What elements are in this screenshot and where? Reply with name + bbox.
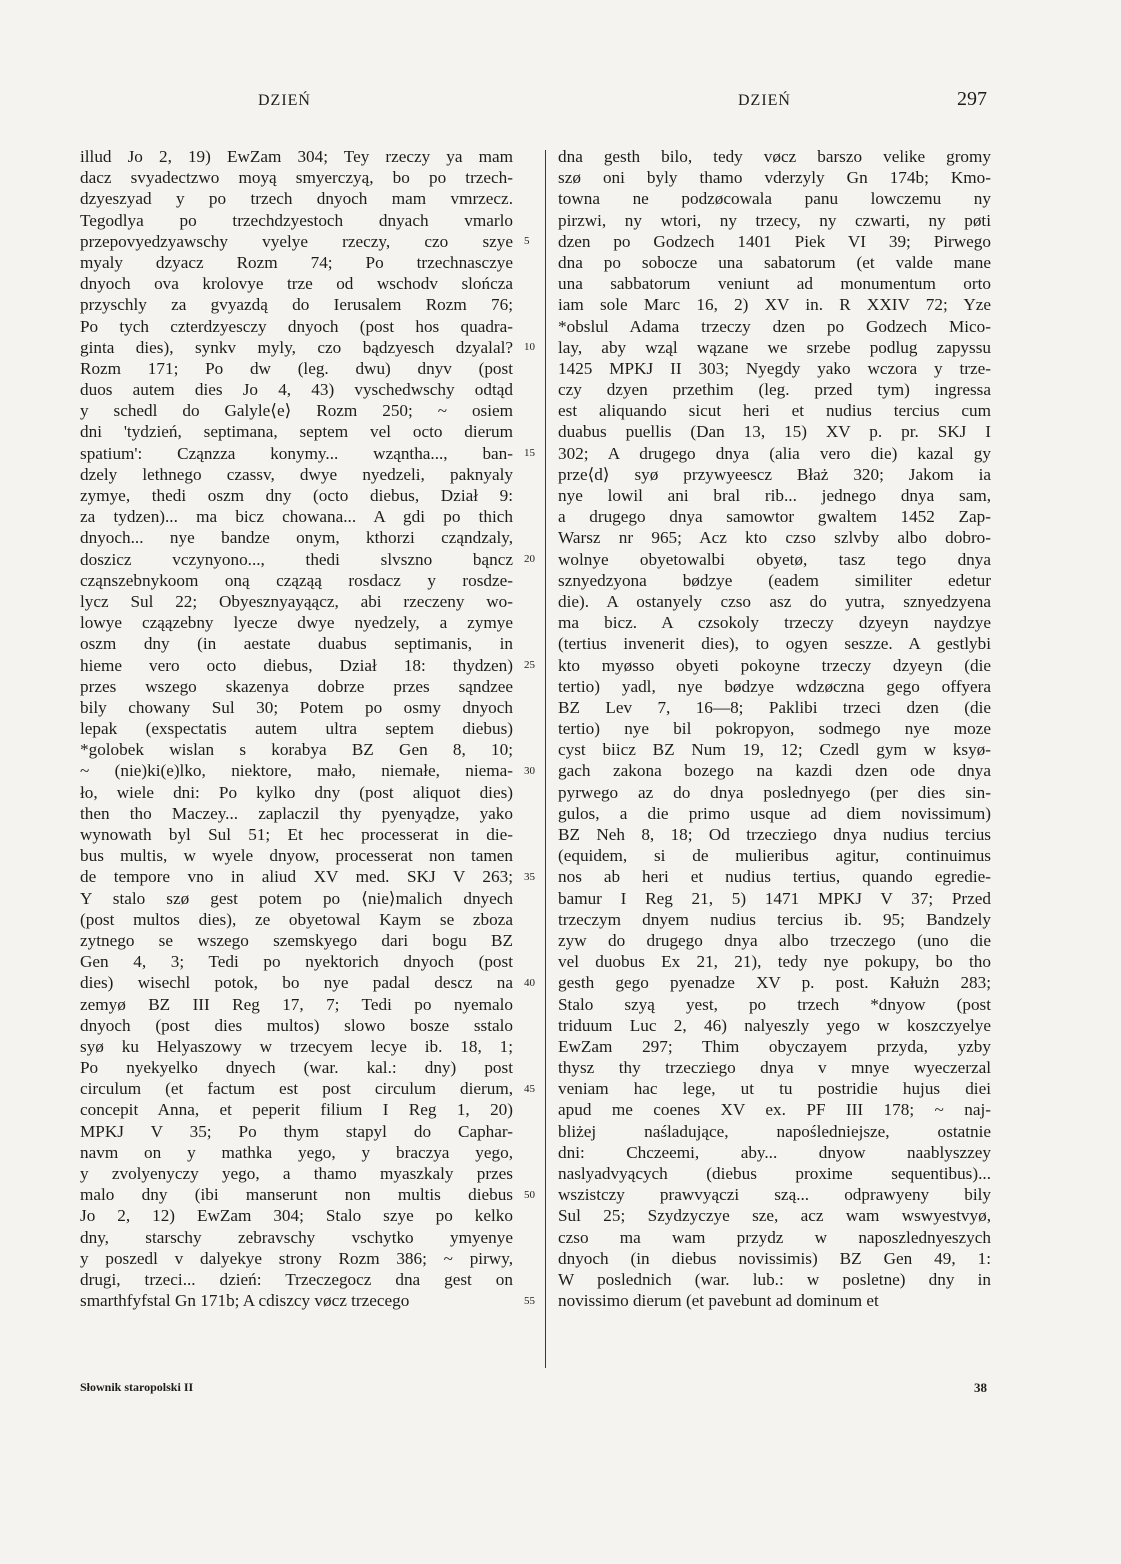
text-line: EwZam 297; Thim obyczayem przyda, yzby <box>558 1036 991 1056</box>
text-line: die). A ostanyely czso asz do yutra, sznyedzyena <box>558 591 991 611</box>
text-line: zytnego se wszego szemskyego dari bogu BZ <box>80 930 513 950</box>
text-line: zemyø BZ III Reg 17, 7; Tedi po nyemalo <box>80 994 513 1014</box>
text-line: 1425 MPKJ II 303; Nyegdy yako wczora y trze- <box>558 358 991 378</box>
text-line: wszistczy prawvyączi szą... odprawyeny bily <box>558 1185 991 1205</box>
line-number: 40 <box>524 976 535 989</box>
left-text-column <box>80 146 513 1311</box>
text-line: Jo 2, 12) EwZam 304; Stalo szye po kelko <box>80 1206 513 1226</box>
text-line: syø ku Helyaszowy w trzecyem lecye ib. 18, 1; <box>80 1036 513 1056</box>
column-divider <box>545 150 546 1368</box>
line-number: 25 <box>524 658 535 671</box>
text-line: zyw do drugego dnya albo trzeczego (uno die <box>558 930 991 950</box>
text-line: Sul 25; Szydzyczye sze, acz wam wswyestvyø, <box>558 1206 991 1226</box>
text-line: then tho Maczey... zaplaczil thy pyenyądze, yako <box>80 803 513 823</box>
text-line: cząnszebnykoom oną cząząą rosdacz y rosdze- <box>80 570 513 590</box>
text-line: iam sole Marc 16, 2) XV in. R XXIV 72; Yze <box>558 295 991 315</box>
header-right-word: DZIEŃ <box>738 92 791 109</box>
text-line: szø oni byly thamo vderzyly Gn 174b; Kmo- <box>558 168 991 188</box>
text-line: novissimo dierum (et pavebunt ad dominum et <box>558 1291 879 1311</box>
text-line: concepit Anna, et peperit filium I Reg 1, 20) <box>80 1100 513 1120</box>
text-line: dni 'tydzień, septimana, septem vel octo dierum <box>80 422 513 442</box>
text-line: doszicz vczynyono..., thedi slvszno bąncz <box>80 549 513 569</box>
line-number: 10 <box>524 340 535 353</box>
text-line: a drugego dnya samowtor gwaltem 1452 Zap- <box>558 507 991 527</box>
text-line: illud Jo 2, 19) EwZam 304; Tey rzeczy ya mam <box>80 147 513 166</box>
text-line: apud me coenes XV ex. PF III 178; ~ naj- <box>558 1100 991 1120</box>
line-number: 20 <box>524 552 535 565</box>
text-line: W poslednich (war. lub.: w posletne) dny in <box>558 1269 991 1289</box>
text-line: bus multis, w wyele dnyow, processerat non tamen <box>80 846 513 866</box>
line-number: 50 <box>524 1188 535 1201</box>
text-line: przyschly za gvyazdą do Ierusalem Rozm 76; <box>80 295 513 315</box>
text-line: przes wszego skazenya dobrze przes sąndzee <box>80 676 513 696</box>
text-line: est aliquando sicut heri et nudius tercius cum <box>558 401 991 421</box>
right-text-column <box>558 146 991 1311</box>
text-line: triduum Luc 2, 46) nalyeszly yego w koszczyelye <box>558 1015 991 1035</box>
text-line: dzely lethnego czassv, dwye nyedzeli, paknyaly <box>80 464 513 484</box>
text-line: circulum (et factum est post circulum dierum, <box>80 1079 513 1099</box>
text-line: de tempore vno in aliud XV med. SKJ V 263; <box>80 867 513 887</box>
text-line: oszm dny (in aestate duabus septimanis, in <box>80 634 513 654</box>
text-line: dzen po Godzech 1401 Piek VI 39; Pirwego <box>558 231 991 251</box>
text-line: Po nyekyelko dnyech (war. kal.: dny) post <box>80 1058 513 1078</box>
text-line: Y stalo szø gest potem po ⟨nie⟩malich dnyech <box>80 888 513 908</box>
text-line: veniam hac lege, ut tu postridie hujus diei <box>558 1079 991 1099</box>
line-number: 30 <box>524 764 535 777</box>
text-line: drugi, trzeci... dzień: Trzeczegocz dna gest on <box>80 1269 513 1289</box>
line-number: 55 <box>524 1294 535 1307</box>
text-line: bliżej naśladujące, napośledniejsze, ostatnie <box>558 1121 991 1141</box>
text-line: tertio) yadl, nye bødzye wdzøczna gego offyera <box>558 676 991 696</box>
text-line: y schedl do Galyle⟨e⟩ Rozm 250; ~ osiem <box>80 401 513 421</box>
text-line: dny, starschy zebravschy vschytko ymyenye <box>80 1227 513 1247</box>
line-number: 15 <box>524 446 535 459</box>
text-line: ło, wiele dni: Po kylko dny (post aliquot dies) <box>80 782 513 802</box>
text-line: y poszedl v dalyekye strony Rozm 386; ~ pirwy, <box>80 1248 513 1268</box>
text-line: ~ (nie)ki(e)lko, niektore, mało, niemałe, niema- <box>80 761 513 781</box>
text-line: Stalo szyą yest, po trzech *dnyow (post <box>558 994 991 1014</box>
text-line: Gen 4, 3; Tedi po nyektorich dnyoch (post <box>80 952 513 972</box>
text-line: bily chowany Sul 30; Potem po osmy dnyoch <box>80 697 513 717</box>
text-line: tertio) nye bil pokropyon, sodmego nye moze <box>558 719 991 739</box>
line-number: 5 <box>524 234 530 247</box>
text-line: BZ Lev 7, 16—8; Paklibi trzeci dzen (die <box>558 697 991 717</box>
text-line: BZ Neh 8, 18; Od trzecziego dnya nudius tercius <box>558 825 991 844</box>
text-line: dnyoch (in diebus novissimis) BZ Gen 49, 1: <box>558 1248 991 1268</box>
text-line: za tydzen)... ma bicz chowana... A gdi po thich <box>80 507 513 527</box>
text-line: *obslul Adama trzeczy dzen po Godzech Mico- <box>558 316 991 336</box>
text-line: czso ma wam przydz w naposzlednyeszych <box>558 1227 991 1247</box>
text-line: Tegodlya po trzechdzyestoch dnyach vmarlo <box>80 210 513 230</box>
text-line: naslyadvyących (diebus proxime sequentibus)... <box>558 1164 991 1183</box>
text-line: dacz svyadectzwo moyą smyerczyą, bo po trzech- <box>80 168 513 188</box>
text-line: MPKJ V 35; Po thym stapyl do Caphar- <box>80 1121 513 1141</box>
text-line: Warsz nr 965; Acz kto czso szlvby albo dobro- <box>558 528 991 548</box>
text-line: dni: Chczeemi, aby... dnyow naablyszzey <box>558 1142 991 1162</box>
line-number: 35 <box>524 870 535 883</box>
text-line: zymye, thedi oszm dny (octo diebus, Dział 9: <box>80 486 513 505</box>
text-line: ma bicz. A czsokoly trzeczy dzyeyn naydzye <box>558 613 991 633</box>
text-line: una sabbatorum veniunt ad monumentum orto <box>558 274 991 294</box>
text-line: lay, aby wząl wązane we srzebe podlug zapyssu <box>558 337 991 357</box>
text-line: 302; A drugego dnya (alia vero die) kazal gy <box>558 443 991 463</box>
text-line: dna gesth bilo, tedy vøcz barszo velike gromy <box>558 147 991 166</box>
text-line: sznyedzyona bødzye (eadem similiter edetur <box>558 570 991 590</box>
text-line: vel duobus Ex 21, 21), tedy nye pokupy, bo tho <box>558 952 991 972</box>
text-line: lycz Sul 22; Obyesznyayąącz, abi rzeczeny wo- <box>80 591 513 611</box>
text-line: dnyoch (post dies multos) slowo bosze sstalo <box>80 1015 513 1035</box>
text-line: (post multos dies), ze obyetowal Kaym se zboza <box>80 909 513 929</box>
line-number: 45 <box>524 1082 535 1095</box>
text-line: myaly dzyacz Rozm 74; Po trzechnasczye <box>80 252 513 272</box>
text-line: przepovyedzyawschy vyelye rzeczy, czo szye <box>80 231 513 251</box>
text-line: bamur I Reg 21, 5) 1471 MPKJ V 37; Przed <box>558 888 991 908</box>
text-line: pirzwi, ny wtori, ny trzecy, ny czwarti, ny pøti <box>558 210 991 230</box>
text-line: trzeczym dnyem nudius tercius ib. 95; Bandzely <box>558 909 991 929</box>
text-line: wynowath byl Sul 51; Et hec processerat in die- <box>80 825 513 844</box>
text-line: gulos, a die primo usque ad diem novissimum) <box>558 803 991 823</box>
text-line: lowye cząązebny lyecze dwye nyedzely, a zymye <box>80 613 513 633</box>
footer-volume-title: Słownik staropolski II <box>80 1380 194 1394</box>
text-line: navm on y mathka yego, y braczya yego, <box>80 1142 513 1162</box>
text-line: prze⟨d⟩ syø przywyeescz Błaż 320; Jakom ia <box>558 464 991 484</box>
text-line: gach zakona bozego na kazdi dzen ode dnya <box>558 761 991 781</box>
header-left-word: DZIEŃ <box>258 92 311 109</box>
text-line: thysz thy trzecziego dnya v mnye wyeczerzal <box>558 1058 991 1078</box>
text-line: y zvolyenyczy yego, a thamo myaszkaly przes <box>80 1164 513 1183</box>
text-line: ginta dies), synkv myly, czo bądzyesch dzyalal? <box>80 337 513 357</box>
text-line: wolnye obyetowalbi obyetø, tasz tego dnya <box>558 549 991 569</box>
text-line: pyrwego az do dnya poslednyego (per dies sin- <box>558 782 991 802</box>
text-line: dna po sobocze una sabatorum (et valde mane <box>558 252 991 272</box>
text-line: gesth gego pyenadze XV p. post. Kałużn 283; <box>558 973 991 993</box>
text-line: duos autem dies Jo 4, 43) vyschedwschy odtąd <box>80 380 513 400</box>
text-line: dnyoch... nye bandze onym, kthorzi cząndzaly, <box>80 528 513 548</box>
text-line: (tertius invenerit dies), to ogyen seszze. A gestlybi <box>558 634 991 654</box>
page-number: 297 <box>957 88 987 110</box>
text-line: smarthfyfstal Gn 171b; A cdiszcy vøcz trzecego <box>80 1291 410 1311</box>
text-line: malo dny (ibi manserunt non multis diebus <box>80 1185 513 1205</box>
text-line: nye lowil ani bral rib... jednego dnya sam, <box>558 486 991 505</box>
text-line: towna ne podzøcowala panu lowczemu ny <box>558 189 991 209</box>
text-line: *golobek wislan s korabya BZ Gen 8, 10; <box>80 740 513 760</box>
text-line: nos ab heri et nudius tertius, quando egredie- <box>558 867 991 887</box>
text-line: Po tych czterdzyesczy dnyoch (post hos quadra- <box>80 316 513 336</box>
text-line: cyst biicz BZ Num 19, 12; Czedl gym w ksyø- <box>558 740 991 760</box>
text-line: czy dzyen przethim (leg. przed tym) ingressa <box>558 380 991 400</box>
text-line: kto myøsso obyeti pokoyne trzeczy dzyeyn (die <box>558 655 991 675</box>
text-line: dies) wisechl potok, bo nye padal descz na <box>80 973 513 993</box>
text-line: lepak (exspectatis autem ultra septem diebus) <box>80 719 513 739</box>
text-line: dzyeszyad y po trzech dnyoch mam vmrzecz. <box>80 189 513 209</box>
text-line: (equidem, si de mulieribus agitur, continuimus <box>558 846 991 866</box>
footer-signature-number: 38 <box>974 1380 987 1395</box>
text-line: dnyoch ova krolovye trze od wschodv slończa <box>80 274 513 294</box>
text-line: spatium': Cząnzza konymy... wząntha..., ban- <box>80 443 513 463</box>
text-line: Rozm 171; Po dw (leg. dwu) dnyv (post <box>80 358 513 378</box>
text-line: hieme vero octo diebus, Dział 18: thydzen) <box>80 655 513 675</box>
text-line: duabus puellis (Dan 13, 15) XV p. pr. SKJ I <box>558 422 991 442</box>
